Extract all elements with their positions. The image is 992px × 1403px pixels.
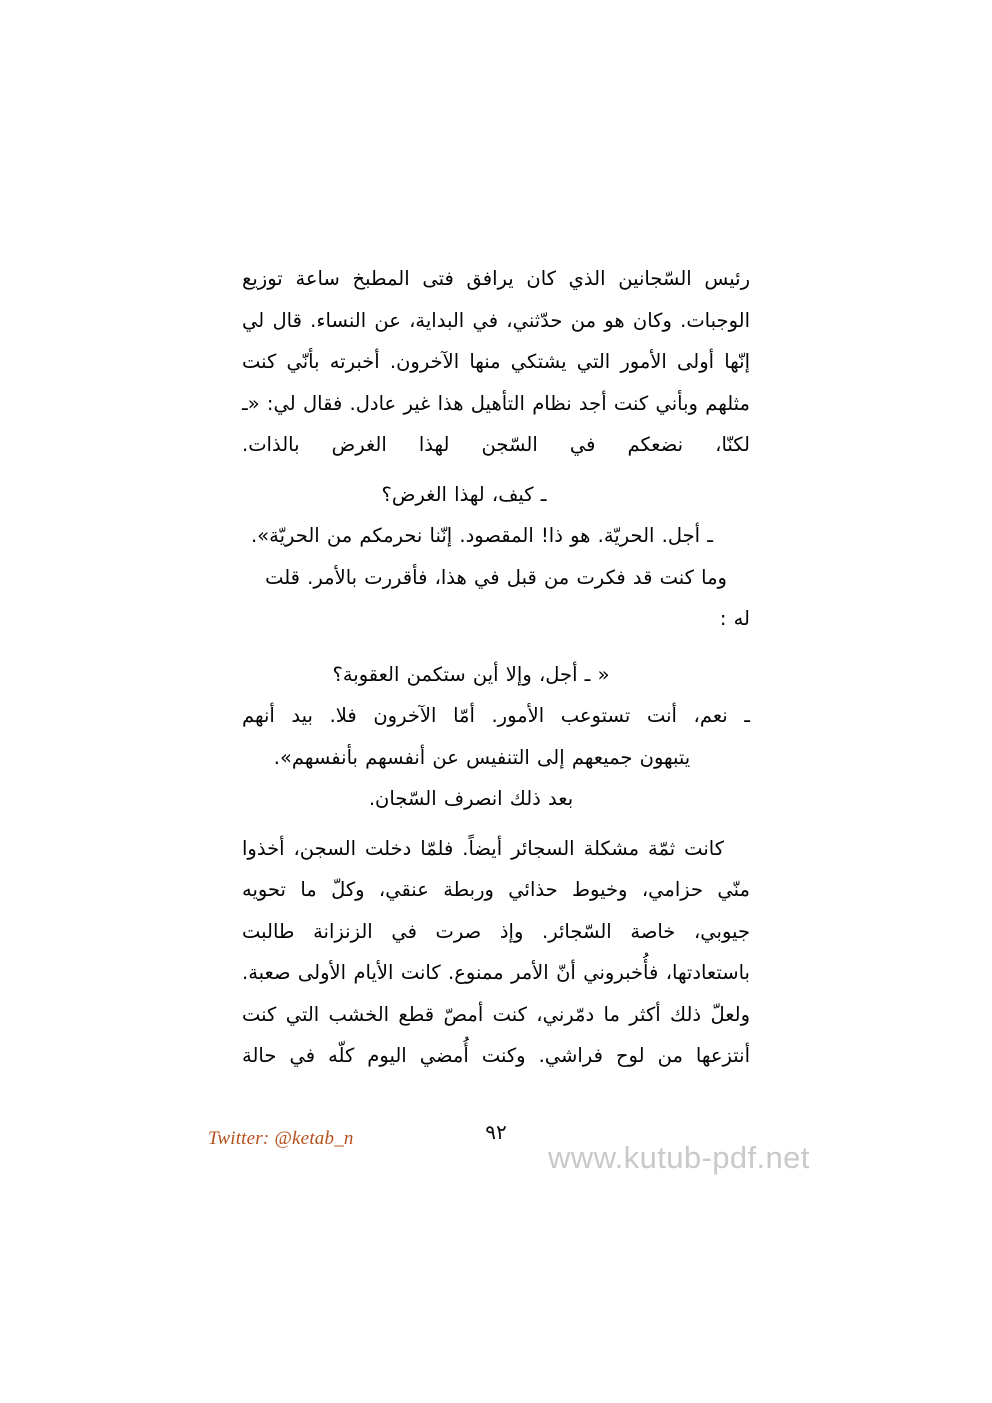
dialogue-line-2: ـ أجل. الحريّة. هو ذا! المقصود. إنّنا نحرمكم من الحريّة». xyxy=(250,524,713,547)
paragraph-10: كانت ثمّة مشكلة السجائر أيضاً. فلمّا دخلت السجن، أخذوا منّي حزامي، وخيوط حذائي وربطة عنقي، وكلّ ما تحويه جيوبي، خاصة السّجائر. وإذ صرت في الزنزانة طالبت باستعادتها، فأُخبروني أنّ الأمر ممنوع. كانت الأيام الأولى صعبة. ولعلّ ذلك أكثر ما دمّرني، كنت أمصّ قطع الخشب التي كنت أنتزعها من لوح فراشي. وكنت أُمضي اليوم كلّه في حالة xyxy=(242,836,750,1067)
twitter-credit: Twitter: @ketab_n xyxy=(208,1128,354,1149)
site-watermark: www.kutub-pdf.net xyxy=(548,1140,810,1175)
paragraph-4: وما كنت قد فكرت من قبل في هذا، فأقررت بالأمر. قلت xyxy=(265,565,727,589)
short-line-guard-left: بعد ذلك انصرف السّجان. xyxy=(368,787,574,810)
dialogue-line-4: يتبهون جميعهم إلى التنفيس عن أنفسهم بأنفسهم». xyxy=(273,745,691,769)
paragraph-spacer xyxy=(242,466,750,474)
paragraph-7: ـ نعم، أنت تستوعب الأمور. أمّا الآخرون فلا. بيد أنهم xyxy=(242,704,750,727)
paragraph-spacer xyxy=(242,820,750,828)
page-number: ٩٢ xyxy=(485,1120,507,1144)
dialogue-line-3: « ـ أجل، وإلا أين ستكمن العقوبة؟ xyxy=(332,662,610,686)
short-line-laho: له : xyxy=(719,607,750,630)
paragraph-spacer xyxy=(242,640,750,654)
page-footer xyxy=(0,1120,992,1200)
dialogue-line-1: ـ كيف، لهذا الغرض؟ xyxy=(381,482,547,506)
page-text-body xyxy=(242,258,750,1077)
paragraph-1: رئيس السّجانين الذي كان يرافق فتى المطبخ ساعة توزيع الوجبات. وكان هو من حدّثني، في البداية، عن النساء. قال لي إنّها أولى الأمور التي يشتكي منها الآخرون. أخبرته بأنّي كنت مثلهم وبأني كنت أجد نظام التأهيل هذا غير عادل. فقال لي: «ـ لكنّا، نضعكم في السّجن لهذا الغرض بالذات. xyxy=(242,267,750,456)
